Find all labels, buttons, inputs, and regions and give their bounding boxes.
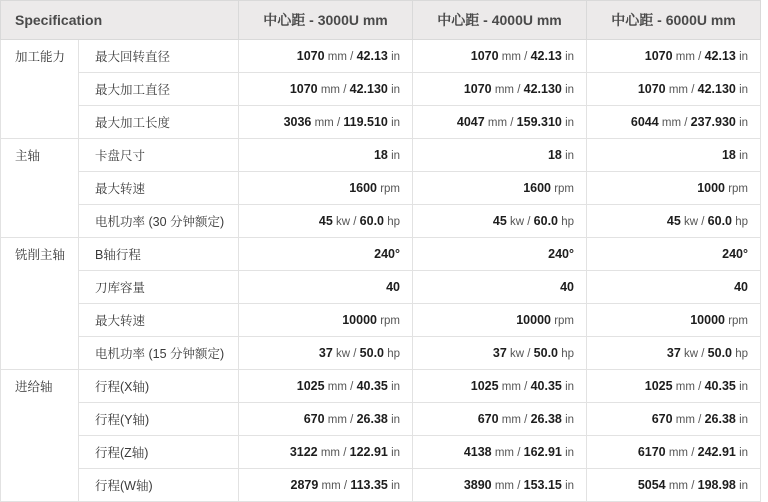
table-row	[1, 304, 761, 337]
item-label: 最大转速	[79, 172, 239, 205]
value-metric-unit: mm	[487, 117, 508, 129]
value-imperial-unit: in	[391, 84, 401, 96]
value-metric: 1025	[470, 379, 499, 393]
header-specification: Specification	[1, 1, 239, 40]
value-metric-unit: mm	[668, 480, 689, 492]
value-metric: 240°	[548, 247, 575, 261]
value-metric-unit: kw	[684, 216, 699, 228]
value-imperial-unit: hp	[387, 348, 401, 360]
value-imperial: 198.98	[697, 478, 736, 492]
value-cell	[239, 271, 413, 304]
item-label: 刀库容量	[79, 271, 239, 304]
value-metric: 6170	[637, 445, 666, 459]
value-imperial: 153.15	[523, 478, 562, 492]
value-imperial: 40.35	[530, 379, 562, 393]
value-metric-unit: mm	[494, 480, 515, 492]
value-metric: 1025	[644, 379, 673, 393]
table-row	[1, 139, 761, 172]
value-imperial-unit: in	[565, 447, 575, 459]
value-separator: /	[698, 414, 702, 426]
value-imperial-unit: in	[739, 414, 749, 426]
value-cell	[413, 304, 587, 337]
item-label: 电机功率 (30 分钟额定)	[79, 205, 239, 238]
value-separator: /	[350, 381, 354, 393]
value-metric-unit: mm	[675, 51, 695, 63]
value-metric-unit: kw	[510, 216, 525, 228]
value-imperial: 242.91	[697, 445, 736, 459]
value-imperial: 42.130	[523, 82, 562, 96]
value-separator: /	[510, 117, 514, 129]
value-cell	[239, 172, 413, 205]
item-label: 最大加工长度	[79, 106, 239, 139]
value-imperial: 60.0	[359, 214, 385, 228]
value-cell	[587, 73, 761, 106]
value-cell	[413, 73, 587, 106]
value-cell	[413, 370, 587, 403]
value-imperial-unit: in	[565, 414, 575, 426]
value-metric-unit: mm	[494, 447, 515, 459]
value-metric: 3122	[289, 445, 318, 459]
value-cell	[413, 139, 587, 172]
value-cell	[587, 469, 761, 502]
value-metric: 1070	[470, 49, 499, 63]
table-row	[1, 436, 761, 469]
value-metric-unit: mm	[668, 84, 689, 96]
value-imperial-unit: hp	[561, 348, 575, 360]
value-imperial-unit: in	[739, 117, 749, 129]
value-cell	[587, 238, 761, 271]
value-metric: 1025	[296, 379, 325, 393]
value-metric-unit: mm	[494, 84, 515, 96]
value-cell	[587, 436, 761, 469]
value-cell	[239, 139, 413, 172]
value-imperial: 159.310	[516, 115, 562, 129]
value-imperial-unit: in	[391, 447, 401, 459]
item-label: 卡盘尺寸	[79, 139, 239, 172]
value-separator: /	[524, 414, 528, 426]
item-label: 最大加工直径	[79, 73, 239, 106]
value-metric-unit: mm	[320, 84, 341, 96]
value-metric: 40	[560, 280, 575, 294]
table-row	[1, 205, 761, 238]
value-metric-unit: rpm	[728, 183, 749, 195]
value-cell	[413, 172, 587, 205]
value-metric-unit: mm	[327, 381, 347, 393]
table-row	[1, 172, 761, 205]
value-cell	[413, 337, 587, 370]
value-cell	[413, 271, 587, 304]
value-imperial: 119.510	[343, 115, 388, 129]
value-separator: /	[343, 84, 347, 96]
value-separator: /	[336, 117, 341, 129]
value-cell	[239, 436, 413, 469]
value-metric: 3890	[463, 478, 492, 492]
value-imperial-unit: in	[565, 117, 575, 129]
value-imperial-unit: hp	[387, 216, 401, 228]
table-row	[1, 271, 761, 304]
table-row	[1, 238, 761, 271]
value-metric: 18	[721, 148, 736, 162]
value-metric: 1070	[296, 49, 325, 63]
item-label: 电机功率 (15 分钟额定)	[79, 337, 239, 370]
value-metric-unit: kw	[684, 348, 699, 360]
value-metric-unit: kw	[510, 348, 525, 360]
value-imperial: 26.38	[704, 412, 736, 426]
value-metric-unit: rpm	[728, 315, 749, 327]
value-metric-unit: in	[565, 150, 575, 162]
value-metric: 5054	[637, 478, 666, 492]
value-metric-unit: kw	[336, 348, 351, 360]
value-metric: 670	[651, 412, 673, 426]
value-imperial-unit: in	[739, 447, 749, 459]
value-metric-unit: mm	[501, 51, 521, 63]
value-imperial-unit: in	[739, 84, 749, 96]
value-imperial: 50.0	[707, 346, 733, 360]
value-metric: 40	[734, 280, 749, 294]
value-metric-unit: mm	[327, 414, 347, 426]
value-separator: /	[691, 84, 695, 96]
value-cell	[413, 40, 587, 73]
value-imperial-unit: in	[565, 84, 575, 96]
value-separator: /	[517, 84, 521, 96]
value-separator: /	[527, 348, 531, 360]
value-metric: 2879	[290, 478, 319, 492]
value-separator: /	[698, 381, 702, 393]
value-cell	[239, 337, 413, 370]
table-row	[1, 40, 761, 73]
value-cell	[239, 304, 413, 337]
value-cell	[239, 238, 413, 271]
value-cell	[239, 205, 413, 238]
value-metric: 45	[492, 214, 507, 228]
table-row	[1, 73, 761, 106]
header-column-3: 中心距 - 6000U mm	[587, 1, 761, 40]
value-metric-unit: mm	[661, 117, 682, 129]
value-cell	[587, 205, 761, 238]
table-body	[1, 40, 761, 502]
value-metric: 240°	[722, 247, 749, 261]
value-imperial-unit: in	[739, 480, 749, 492]
value-cell	[413, 436, 587, 469]
value-separator: /	[343, 480, 348, 492]
item-label: 最大转速	[79, 304, 239, 337]
value-cell	[587, 106, 761, 139]
value-imperial: 50.0	[533, 346, 559, 360]
value-metric-unit: mm	[675, 381, 695, 393]
item-label: 行程(Z轴)	[79, 436, 239, 469]
table-header	[1, 1, 761, 40]
value-metric: 670	[303, 412, 325, 426]
value-imperial: 26.38	[356, 412, 388, 426]
value-metric-unit: mm	[675, 414, 695, 426]
value-imperial: 122.91	[349, 445, 388, 459]
value-metric: 1600	[523, 181, 551, 195]
value-metric: 1600	[349, 181, 377, 195]
value-imperial-unit: in	[391, 414, 401, 426]
value-imperial: 42.130	[349, 82, 388, 96]
value-metric: 37	[492, 346, 507, 360]
value-cell	[239, 106, 413, 139]
value-cell	[239, 469, 413, 502]
value-metric: 670	[477, 412, 499, 426]
value-metric: 1070	[644, 49, 673, 63]
value-cell	[587, 304, 761, 337]
value-imperial: 50.0	[359, 346, 385, 360]
value-separator: /	[517, 447, 521, 459]
value-metric-unit: mm	[668, 447, 689, 459]
value-separator: /	[684, 117, 688, 129]
value-metric: 4138	[463, 445, 492, 459]
group-label: 铣削主轴	[1, 238, 79, 370]
value-metric: 18	[547, 148, 562, 162]
value-cell	[587, 40, 761, 73]
value-separator: /	[701, 348, 705, 360]
value-cell	[587, 370, 761, 403]
value-metric-unit: rpm	[554, 183, 575, 195]
header-column-2: 中心距 - 4000U mm	[413, 1, 587, 40]
value-cell	[587, 172, 761, 205]
value-cell	[587, 271, 761, 304]
value-metric: 45	[666, 214, 681, 228]
table-row	[1, 469, 761, 502]
value-imperial: 42.13	[704, 49, 736, 63]
value-separator: /	[343, 447, 347, 459]
value-metric-unit: mm	[501, 414, 521, 426]
value-metric: 37	[666, 346, 681, 360]
value-imperial: 40.35	[704, 379, 736, 393]
value-metric: 18	[373, 148, 388, 162]
group-label: 加工能力	[1, 40, 79, 139]
value-imperial: 237.930	[690, 115, 736, 129]
value-imperial: 60.0	[707, 214, 733, 228]
value-cell	[587, 403, 761, 436]
value-separator: /	[353, 216, 357, 228]
value-metric: 10000	[690, 313, 725, 327]
value-imperial: 113.35	[350, 478, 388, 492]
value-imperial: 162.91	[523, 445, 562, 459]
value-metric-unit: in	[739, 150, 749, 162]
value-imperial: 60.0	[533, 214, 559, 228]
table-row	[1, 370, 761, 403]
value-metric-unit: kw	[336, 216, 351, 228]
item-label: 行程(Y轴)	[79, 403, 239, 436]
value-cell	[587, 139, 761, 172]
value-metric-unit: mm	[320, 447, 341, 459]
value-cell	[413, 205, 587, 238]
item-label: 行程(W轴)	[79, 469, 239, 502]
value-metric: 37	[318, 346, 333, 360]
item-label: B轴行程	[79, 238, 239, 271]
value-separator: /	[517, 480, 521, 492]
value-metric-unit: rpm	[554, 315, 575, 327]
value-metric-unit: rpm	[380, 315, 401, 327]
value-metric-unit: mm	[321, 480, 341, 492]
value-metric: 40	[386, 280, 401, 294]
value-imperial-unit: in	[391, 51, 401, 63]
value-metric-unit: in	[391, 150, 401, 162]
value-separator: /	[527, 216, 531, 228]
value-metric: 240°	[374, 247, 401, 261]
value-imperial-unit: in	[565, 381, 575, 393]
value-cell	[239, 73, 413, 106]
value-separator: /	[353, 348, 357, 360]
value-metric: 3036	[283, 115, 312, 129]
value-separator: /	[701, 216, 705, 228]
value-metric: 10000	[516, 313, 551, 327]
value-imperial-unit: hp	[735, 348, 749, 360]
value-imperial-unit: hp	[735, 216, 749, 228]
header-row	[1, 1, 761, 40]
value-imperial-unit: in	[391, 480, 401, 492]
value-imperial-unit: in	[391, 381, 401, 393]
value-cell	[413, 403, 587, 436]
header-column-1: 中心距 - 3000U mm	[239, 1, 413, 40]
value-imperial-unit: in	[565, 480, 575, 492]
value-separator: /	[524, 381, 528, 393]
table-row	[1, 106, 761, 139]
value-cell	[239, 370, 413, 403]
value-imperial-unit: in	[739, 381, 749, 393]
table-row	[1, 403, 761, 436]
value-cell	[587, 337, 761, 370]
value-imperial-unit: in	[391, 117, 401, 129]
value-imperial-unit: in	[565, 51, 575, 63]
value-metric: 6044	[630, 115, 659, 129]
value-cell	[413, 106, 587, 139]
value-separator: /	[691, 447, 695, 459]
value-separator: /	[350, 51, 354, 63]
value-imperial: 42.13	[356, 49, 388, 63]
value-separator: /	[524, 51, 528, 63]
value-cell	[413, 238, 587, 271]
value-imperial: 42.130	[697, 82, 736, 96]
value-separator: /	[698, 51, 702, 63]
table-row	[1, 337, 761, 370]
value-cell	[239, 40, 413, 73]
group-label: 进给轴	[1, 370, 79, 502]
value-metric: 10000	[342, 313, 377, 327]
value-metric: 1070	[463, 82, 492, 96]
item-label: 行程(X轴)	[79, 370, 239, 403]
item-label: 最大回转直径	[79, 40, 239, 73]
value-separator: /	[691, 480, 695, 492]
value-metric: 1000	[697, 181, 725, 195]
value-imperial: 26.38	[530, 412, 562, 426]
value-imperial: 40.35	[356, 379, 388, 393]
value-metric: 1070	[637, 82, 666, 96]
value-imperial-unit: in	[739, 51, 749, 63]
value-imperial: 42.13	[530, 49, 562, 63]
value-separator: /	[350, 414, 354, 426]
group-label: 主轴	[1, 139, 79, 238]
value-imperial-unit: hp	[561, 216, 575, 228]
value-cell	[239, 403, 413, 436]
value-metric-unit: rpm	[380, 183, 401, 195]
value-metric: 1070	[289, 82, 318, 96]
value-metric: 45	[318, 214, 333, 228]
value-metric-unit: mm	[314, 117, 334, 129]
value-metric: 4047	[456, 115, 485, 129]
value-metric-unit: mm	[327, 51, 347, 63]
value-metric-unit: mm	[501, 381, 521, 393]
value-cell	[413, 469, 587, 502]
